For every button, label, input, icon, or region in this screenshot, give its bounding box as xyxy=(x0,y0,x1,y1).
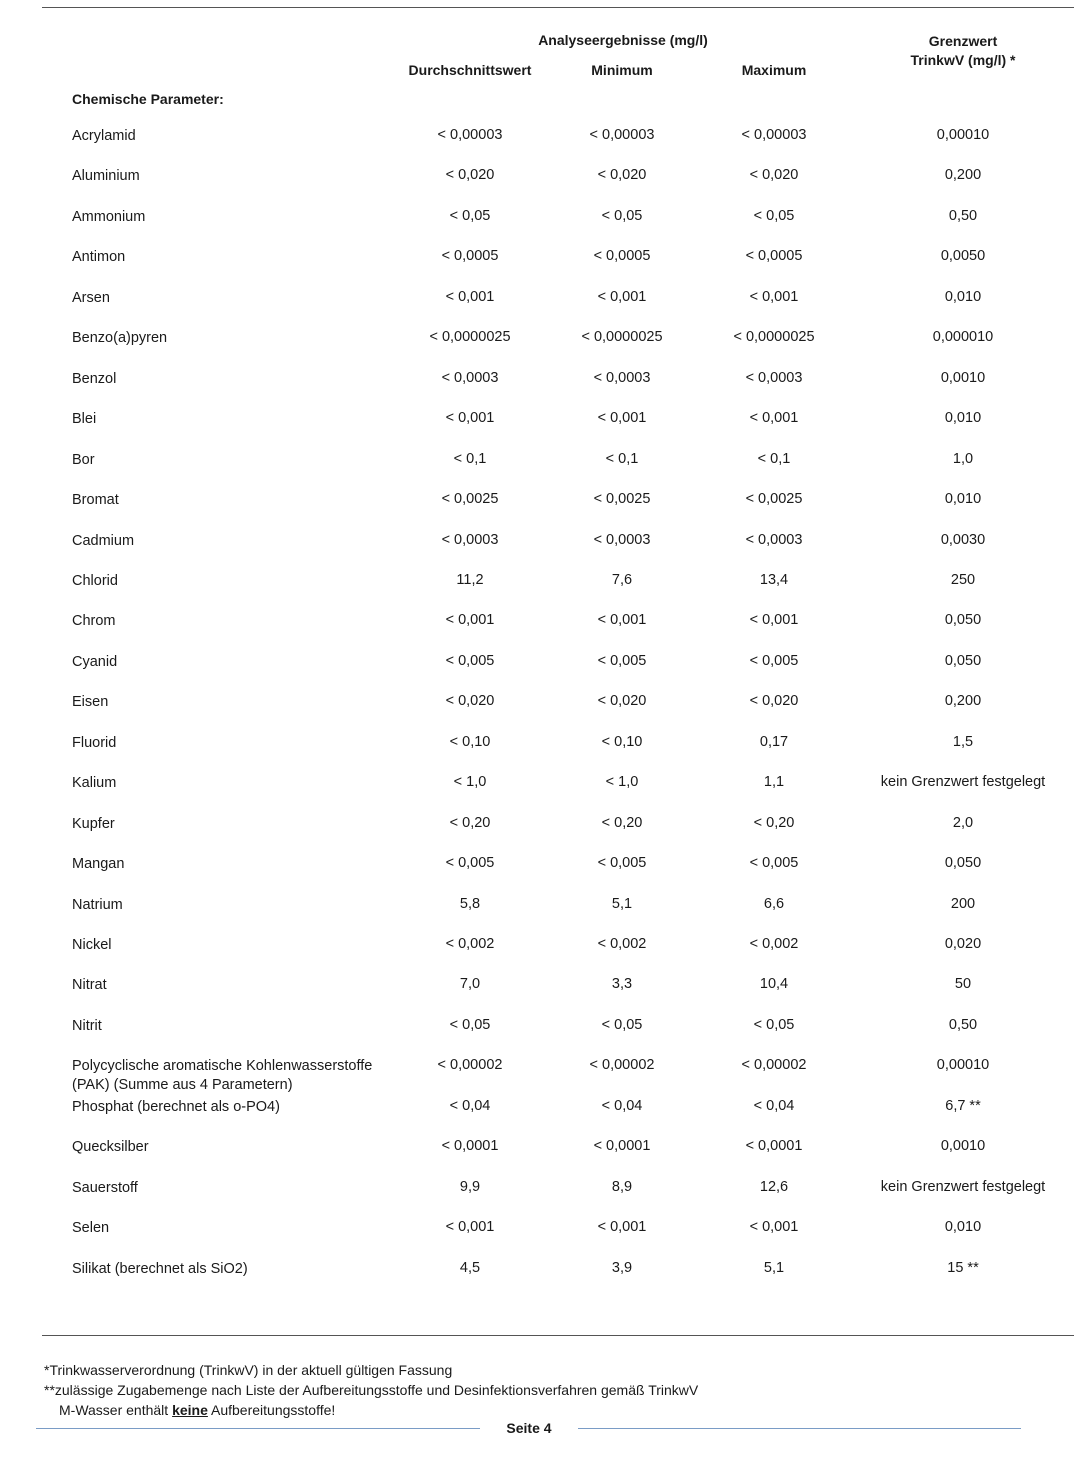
value-maximum: < 0,0003 xyxy=(745,370,803,386)
parameter-name xyxy=(72,329,402,348)
value-limit: kein Grenzwert festgelegt xyxy=(880,1179,1046,1195)
section-title: Chemische Parameter: xyxy=(72,91,224,107)
value-minimum: < 0,04 xyxy=(601,1098,643,1114)
footnote-trinkwv: *Trinkwasserverordnung (TrinkwV) in der aktuell gültigen Fassung xyxy=(44,1362,453,1378)
value-average: < 0,00002 xyxy=(437,1057,503,1073)
value-average: < 0,005 xyxy=(445,653,495,669)
parameter-name-line: Arsen xyxy=(72,290,110,306)
footer-line-right xyxy=(578,1428,1021,1429)
parameter-name-line: Chlorid xyxy=(72,573,118,589)
parameter-name-line: Blei xyxy=(72,411,97,427)
parameter-name-line: Quecksilber xyxy=(72,1139,149,1155)
value-maximum: < 0,05 xyxy=(753,1017,795,1033)
value-limit: 0,200 xyxy=(944,167,982,183)
value-average: < 0,05 xyxy=(449,208,491,224)
value-limit: 0,050 xyxy=(944,855,982,871)
value-limit: 0,0010 xyxy=(940,1138,986,1154)
value-average: < 0,00003 xyxy=(437,127,503,143)
value-maximum: < 0,0005 xyxy=(745,248,803,264)
value-average: < 0,20 xyxy=(449,815,491,831)
value-minimum: < 0,05 xyxy=(601,1017,643,1033)
value-limit: 50 xyxy=(954,976,972,992)
value-limit: 0,0030 xyxy=(940,532,986,548)
value-maximum: < 0,00003 xyxy=(741,127,807,143)
parameter-name xyxy=(72,208,402,227)
parameter-name-line: Phosphat (berechnet als o-PO4) xyxy=(72,1099,280,1115)
parameter-name xyxy=(72,855,402,874)
value-minimum: < 0,002 xyxy=(597,936,647,952)
value-average: < 1,0 xyxy=(453,774,487,790)
parameter-name xyxy=(72,1138,402,1157)
parameter-name-line: Ammonium xyxy=(72,209,146,225)
parameter-name-line: Nickel xyxy=(72,937,112,953)
value-average: < 0,001 xyxy=(445,1219,495,1235)
value-limit: 0,010 xyxy=(944,491,982,507)
value-average: < 0,0005 xyxy=(441,248,499,264)
value-average: 9,9 xyxy=(459,1179,481,1195)
parameter-name-line: Silikat (berechnet als SiO2) xyxy=(72,1261,248,1277)
value-maximum: < 0,020 xyxy=(749,167,799,183)
parameter-name xyxy=(72,167,402,186)
value-average: < 0,0025 xyxy=(441,491,499,507)
parameter-name xyxy=(72,491,402,510)
value-average: < 0,0003 xyxy=(441,370,499,386)
parameter-name-line: Benzol xyxy=(72,371,117,387)
parameter-name-line: Natrium xyxy=(72,897,123,913)
parameter-name xyxy=(72,451,402,470)
value-average: < 0,001 xyxy=(445,410,495,426)
value-minimum: < 0,020 xyxy=(597,167,647,183)
value-minimum: < 0,0003 xyxy=(593,370,651,386)
value-maximum: < 0,05 xyxy=(753,208,795,224)
value-maximum: < 0,20 xyxy=(753,815,795,831)
page-number: Seite 4 xyxy=(506,1420,552,1436)
parameter-name-line: Fluorid xyxy=(72,735,117,751)
value-maximum: < 0,00002 xyxy=(741,1057,807,1073)
value-limit: 0,00010 xyxy=(936,1057,990,1073)
parameter-name xyxy=(72,127,402,146)
value-maximum: < 0,0001 xyxy=(745,1138,803,1154)
parameter-name xyxy=(72,774,402,793)
value-minimum: < 0,001 xyxy=(597,1219,647,1235)
column-header-average: Durchschnittswert xyxy=(408,62,532,78)
value-minimum: < 0,20 xyxy=(601,815,643,831)
parameter-name-line: Sauerstoff xyxy=(72,1180,138,1196)
value-minimum: 3,3 xyxy=(611,976,633,992)
column-header-minimum: Minimum xyxy=(591,62,653,78)
parameter-name xyxy=(72,612,402,631)
parameter-name xyxy=(72,976,402,995)
value-limit: 15 ** xyxy=(947,1260,979,1276)
value-limit: 0,010 xyxy=(944,289,982,305)
parameter-name xyxy=(72,1219,402,1238)
value-maximum: < 0,0000025 xyxy=(733,329,815,345)
parameter-name xyxy=(72,1098,402,1117)
parameter-name xyxy=(72,1179,402,1198)
parameter-name xyxy=(72,653,402,672)
value-minimum: < 0,001 xyxy=(597,612,647,628)
value-limit: 0,020 xyxy=(944,936,982,952)
value-limit: 0,00010 xyxy=(936,127,990,143)
value-average: < 0,1 xyxy=(453,451,487,467)
value-maximum: < 0,1 xyxy=(757,451,791,467)
value-maximum: 0,17 xyxy=(759,734,789,750)
value-minimum: < 0,020 xyxy=(597,693,647,709)
value-maximum: 1,1 xyxy=(763,774,785,790)
value-limit: 0,0050 xyxy=(940,248,986,264)
parameter-name-line: Nitrit xyxy=(72,1018,102,1034)
parameter-name xyxy=(72,815,402,834)
parameter-name-line: Kupfer xyxy=(72,816,115,832)
value-limit: 0,010 xyxy=(944,1219,982,1235)
value-average: < 0,020 xyxy=(445,167,495,183)
value-average: < 0,002 xyxy=(445,936,495,952)
value-average: < 0,0003 xyxy=(441,532,499,548)
value-minimum: < 0,005 xyxy=(597,855,647,871)
value-limit: 0,200 xyxy=(944,693,982,709)
value-limit: 0,0010 xyxy=(940,370,986,386)
value-limit: 250 xyxy=(950,572,976,588)
parameter-name-line: Mangan xyxy=(72,856,125,872)
value-maximum: < 0,001 xyxy=(749,410,799,426)
value-maximum: < 0,002 xyxy=(749,936,799,952)
value-average: 11,2 xyxy=(456,572,484,588)
value-minimum: < 0,1 xyxy=(605,451,639,467)
value-maximum: < 0,001 xyxy=(749,289,799,305)
parameter-name-line: Kalium xyxy=(72,775,117,791)
results-group-header: Analyseergebnisse (mg/l) xyxy=(538,32,708,48)
value-minimum: 3,9 xyxy=(611,1260,633,1276)
value-minimum: 5,1 xyxy=(611,896,633,912)
parameter-name-line: Selen xyxy=(72,1220,110,1236)
value-maximum: < 0,001 xyxy=(749,1219,799,1235)
parameter-name xyxy=(72,734,402,753)
value-minimum: < 0,00003 xyxy=(589,127,655,143)
value-maximum: 5,1 xyxy=(763,1260,785,1276)
parameter-name-line: Bromat xyxy=(72,492,119,508)
top-rule xyxy=(42,7,1074,8)
value-average: < 0,04 xyxy=(449,1098,491,1114)
parameter-name xyxy=(72,532,402,551)
parameter-name-line: Benzo(a)pyren xyxy=(72,330,168,346)
value-average: < 0,10 xyxy=(449,734,491,750)
value-average: 7,0 xyxy=(459,976,481,992)
parameter-name-line: Acrylamid xyxy=(72,128,136,144)
parameter-name xyxy=(72,1260,402,1279)
value-limit: 200 xyxy=(950,896,976,912)
value-average: < 0,001 xyxy=(445,612,495,628)
value-maximum: 10,4 xyxy=(759,976,789,992)
value-maximum: < 0,005 xyxy=(749,855,799,871)
value-average: < 0,0000025 xyxy=(429,329,511,345)
column-header-limit-line1: Grenzwert xyxy=(928,33,998,49)
value-limit: kein Grenzwert festgelegt xyxy=(880,774,1046,790)
parameter-name-line: (PAK) (Summe aus 4 Parametern) xyxy=(72,1077,293,1093)
footnote-zugabemenge: **zulässige Zugabemenge nach Liste der Aufbereitungsstoffe und Desinfektionsverfahren gemäß TrinkwV xyxy=(44,1382,699,1398)
footnote-mwasser-emphasis: keine xyxy=(172,1402,208,1418)
parameter-name-line: Cyanid xyxy=(72,654,118,670)
value-limit: 0,050 xyxy=(944,653,982,669)
value-average: < 0,05 xyxy=(449,1017,491,1033)
value-maximum: < 0,0025 xyxy=(745,491,803,507)
column-header-limit xyxy=(858,32,1068,70)
value-maximum: 12,6 xyxy=(759,1179,789,1195)
value-limit: 0,50 xyxy=(948,1017,978,1033)
parameter-name xyxy=(72,289,402,308)
value-maximum: < 0,005 xyxy=(749,653,799,669)
value-maximum: < 0,0003 xyxy=(745,532,803,548)
value-minimum: < 0,0001 xyxy=(593,1138,651,1154)
value-limit: 0,50 xyxy=(948,208,978,224)
footnotes xyxy=(44,1360,698,1420)
value-average: 4,5 xyxy=(459,1260,481,1276)
value-maximum: < 0,001 xyxy=(749,612,799,628)
parameter-name-line: Eisen xyxy=(72,694,109,710)
parameter-name xyxy=(72,248,402,267)
parameter-name-line: Antimon xyxy=(72,249,126,265)
value-minimum: < 1,0 xyxy=(605,774,639,790)
value-maximum: 6,6 xyxy=(763,896,785,912)
value-limit: 0,010 xyxy=(944,410,982,426)
value-limit: 1,0 xyxy=(952,451,974,467)
parameter-name-line: Bor xyxy=(72,452,95,468)
value-minimum: < 0,0000025 xyxy=(581,329,663,345)
value-minimum: < 0,001 xyxy=(597,410,647,426)
value-minimum: < 0,0003 xyxy=(593,532,651,548)
value-maximum: < 0,020 xyxy=(749,693,799,709)
value-minimum: < 0,005 xyxy=(597,653,647,669)
parameter-name-line: Nitrat xyxy=(72,977,107,993)
footnote-mwasser xyxy=(44,1400,698,1420)
parameter-name xyxy=(72,693,402,712)
value-maximum: < 0,04 xyxy=(753,1098,795,1114)
parameter-name xyxy=(72,410,402,429)
parameter-name xyxy=(72,936,402,955)
value-limit: 0,050 xyxy=(944,612,982,628)
value-limit: 1,5 xyxy=(952,734,974,750)
footnote-mwasser-pre: M-Wasser enthält xyxy=(59,1402,173,1418)
parameter-name xyxy=(72,1057,402,1095)
value-minimum: 7,6 xyxy=(611,572,633,588)
parameter-name xyxy=(72,572,402,591)
parameter-name xyxy=(72,1017,402,1036)
parameter-name-line: Aluminium xyxy=(72,168,140,184)
value-limit: 2,0 xyxy=(952,815,974,831)
footnote-mwasser-post: Aufbereitungsstoffe! xyxy=(207,1402,336,1418)
value-limit: 6,7 ** xyxy=(945,1098,981,1114)
bottom-rule xyxy=(42,1335,1074,1336)
parameter-name-line: Polycyclische aromatische Kohlenwasserstoffe xyxy=(72,1058,373,1074)
parameter-name-line: Chrom xyxy=(72,613,116,629)
value-minimum: < 0,00002 xyxy=(589,1057,655,1073)
value-average: < 0,001 xyxy=(445,289,495,305)
value-minimum: < 0,0025 xyxy=(593,491,651,507)
value-average: < 0,005 xyxy=(445,855,495,871)
value-minimum: 8,9 xyxy=(611,1179,633,1195)
parameter-name xyxy=(72,370,402,389)
value-minimum: < 0,001 xyxy=(597,289,647,305)
value-average: < 0,0001 xyxy=(441,1138,499,1154)
value-minimum: < 0,10 xyxy=(601,734,643,750)
column-header-maximum: Maximum xyxy=(741,62,807,78)
parameter-name xyxy=(72,896,402,915)
value-minimum: < 0,05 xyxy=(601,208,643,224)
column-header-limit-line2: TrinkwV (mg/l) * xyxy=(910,52,1016,68)
value-average: < 0,020 xyxy=(445,693,495,709)
value-minimum: < 0,0005 xyxy=(593,248,651,264)
value-average: 5,8 xyxy=(459,896,481,912)
parameter-name-line: Cadmium xyxy=(72,533,135,549)
footer-line-left xyxy=(36,1428,480,1429)
value-limit: 0,000010 xyxy=(932,329,994,345)
value-maximum: 13,4 xyxy=(759,572,789,588)
